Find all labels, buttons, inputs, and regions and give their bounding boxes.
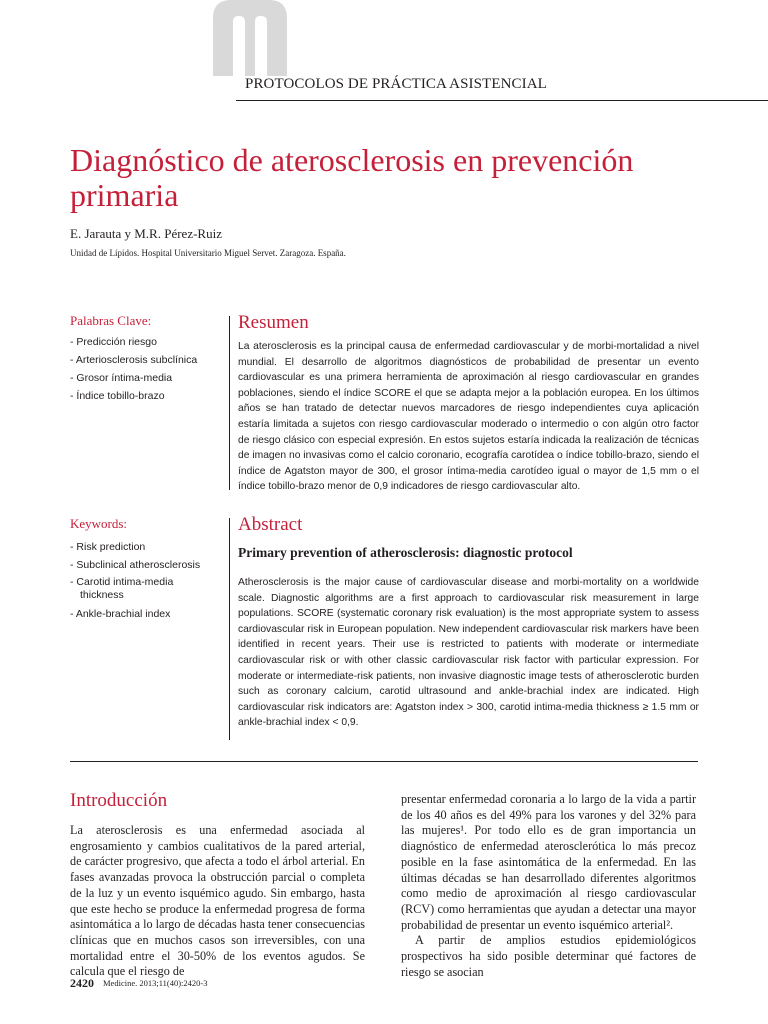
intro-paragraph: presentar enfermedad coronaria a lo largo de la vida a partir de los 40 años es del 49% para los varones y del 32% para las mujeres¹. Por todo ello es de gran importancia un diagnóstico de enfermedad aterosclerótica lo más precoz posible en la fase asintomática de la enfermedad. En las últimas décadas se han desarrollado diferentes algoritmos como medio de aproximación al riesgo cardiovascular (RCV) como herramientas que ayudan a detectar una mayor probabilidad de presentar un evento isquémico arterial². — [401, 792, 696, 932]
abstract-text: Atherosclerosis is the major cause of cardiovascular disease and morbi-mortality on a worldwide scale. Diagnostic algorithms are a first approach to cardiovascular risk measurement in large populations. SCORE (systematic coronary risk evaluation) is the most appropriate system to assess cardiovascular risk in European population. New independent cardiovascular risk markers have been identified in recent years. Their use is restricted to patients with moderate or intermediate cardiovascular risk or with other classic cardiovascular risk factor with particular expression. For moderate or intermediate-risk patients, non invasive diagnostic image tests of atherosclerotic burden such as coronary calcium, carotid ultrasound and ankle-brachial index are indicated. High cardiovascular risk indicators are: Agatston index > 300, carotid intima-media thickness ≥ 1.5 mm or ankle-brachial index < 0,9. — [238, 577, 699, 729]
keywords-es-list — [70, 333, 220, 405]
section-separator — [70, 761, 698, 762]
intro-heading: Introducción — [70, 790, 168, 811]
resumen-heading: Resumen — [238, 312, 309, 333]
keyword-es-item: - Índice tobillo-brazo — [70, 390, 165, 402]
abstract-divider — [229, 518, 230, 740]
keyword-en-item: - Carotid intima-media thickness — [70, 576, 174, 601]
article-title: Diagnóstico de aterosclerosis en prevención primaria — [70, 142, 634, 213]
keyword-es-item: - Predicción riesgo — [70, 336, 157, 348]
article-affiliation: Unidad de Lípidos. Hospital Universitario Miguel Servet. Zaragoza. España. — [70, 248, 346, 258]
header-divider — [236, 100, 768, 101]
intro-paragraph: La aterosclerosis es una enfermedad asociada al engrosamiento y cambios cualitativos de la pared arterial, de carácter progresivo, que afecta a todo el árbol arterial. En fases avanzadas provoca la obstrucción parcial o completa de la luz y un evento isquémico agudo. Sin embargo, hasta que este hecho se produce la enfermedad progresa de forma asintomática a lo largo de décadas hasta tener consecuencias clínicas que en muchos casos son irreversibles, con una mortalidad entre el 30-50% de los eventos agudos. Se calcula que el riesgo de — [70, 823, 365, 979]
keywords-en-heading: Keywords: — [70, 516, 128, 531]
intro-column-right — [401, 792, 696, 980]
article-authors: E. Jarauta y M.R. Pérez-Ruiz — [70, 226, 222, 241]
keyword-en-item: - Risk prediction — [70, 541, 146, 553]
keywords-es-heading: Palabras Clave: — [70, 313, 152, 328]
intro-paragraph: A partir de amplios estudios epidemiológicos prospectivos ha sido posible determinar qué factores de riesgo se asocian — [401, 933, 696, 979]
keyword-en-item: - Subclinical atherosclerosis — [70, 559, 201, 571]
page-number: 2420 — [70, 976, 94, 990]
abstract-heading: Abstract — [238, 514, 303, 535]
resumen-text: La aterosclerosis es la principal causa de enfermedad cardiovascular y de morbi-mortalidad a nivel mundial. El desarrollo de algoritmos diagnósticos de probabilidad de presentar un evento cardiovascular es una primera herramienta de aproximación al riesgo cardiovascular en grandes poblaciones, siendo el índice SCORE el que se adapta mejor a la población europea. En los últimos años se han tratado de detectar nuevos marcadores de riesgo independientes cuya aplicación estaría limitada a sujetos con riesgo cardiovascular moderado o intermedio o con algún otro factor de riesgo clásico con especial expresión. En estos sujetos estaría indicada la realización de técnicas de imagen no invasivas como el calcio coronario, ecografía carotídea o índice tobillo-brazo, siendo el índice de Agatston mayor de 300, el grosor íntima-media carotídeo igual o mayor de 1,5 mm o el índice tobillo-brazo menor de 0,9 indicadores de riesgo cardiovascular alto. — [238, 341, 699, 493]
intro-column-left — [70, 823, 365, 980]
keyword-es-item: - Arteriosclerosis subclínica — [70, 354, 198, 366]
resumen-divider — [229, 316, 230, 490]
journal-citation: Medicine. 2013;11(40):2420-3 — [103, 978, 208, 988]
journal-m-logo — [213, 0, 287, 76]
section-header: PROTOCOLOS DE PRÁCTICA ASISTENCIAL — [245, 76, 547, 92]
keyword-en-item: - Ankle-brachial index — [70, 608, 171, 620]
abstract-subtitle: Primary prevention of atherosclerosis: diagnostic protocol — [238, 545, 573, 560]
keywords-en-list — [70, 538, 220, 623]
keyword-es-item: - Grosor íntima-media — [70, 372, 173, 384]
